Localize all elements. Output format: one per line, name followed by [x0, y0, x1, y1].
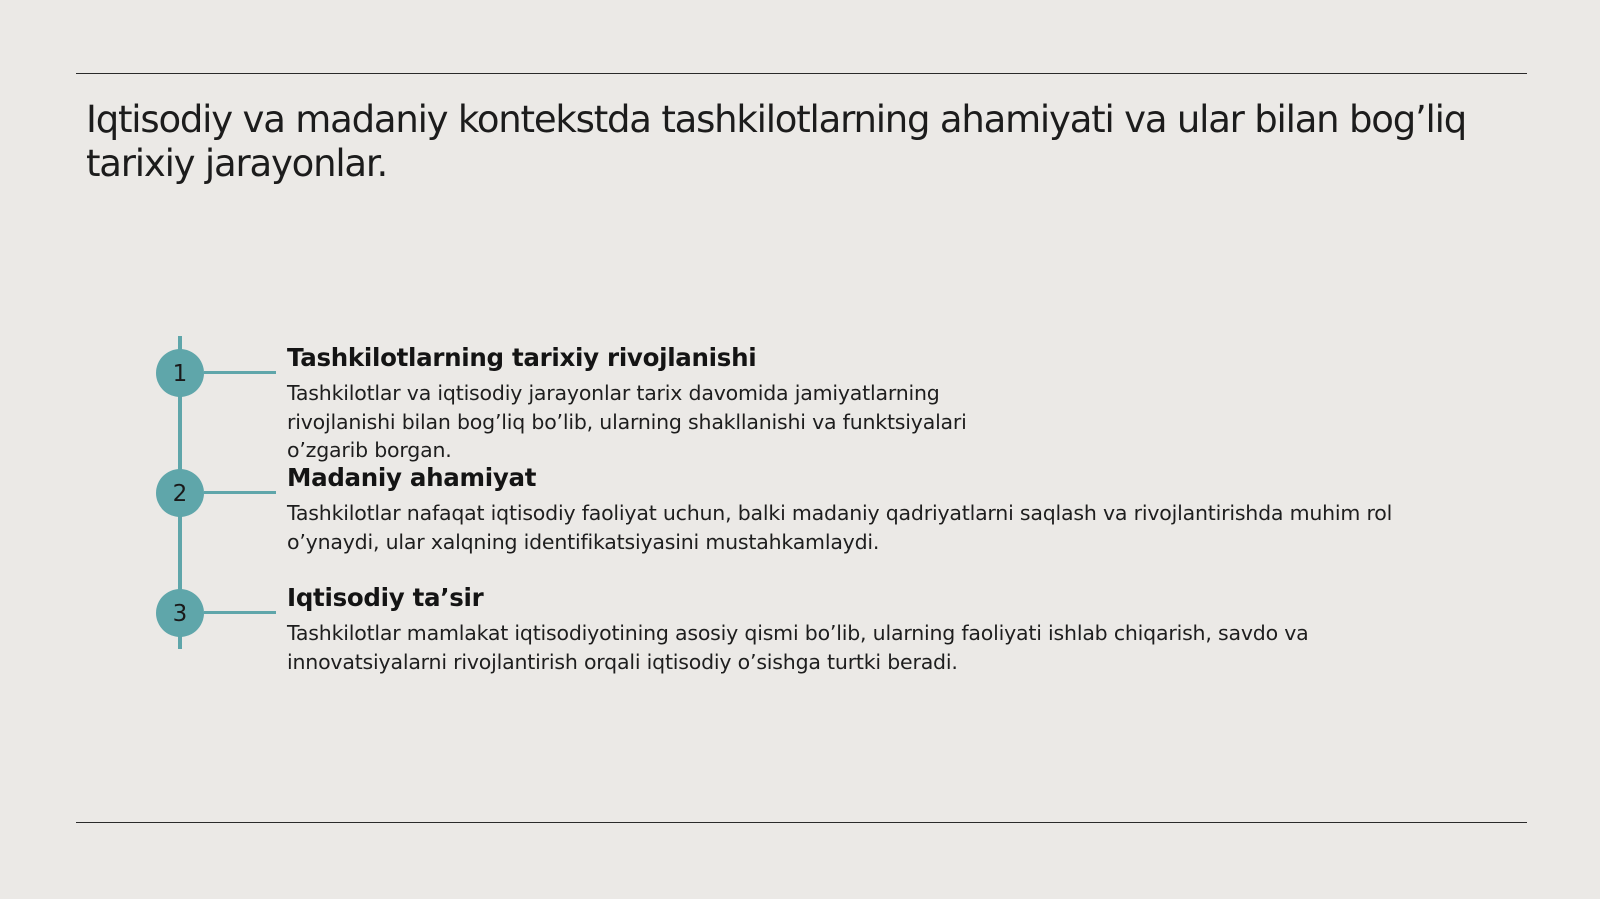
step-description: Tashkilotlar nafaqat iqtisodiy faoliyat uchun, balki madaniy qadriyatlarni saqlash va rivojlantirishda muhim rol o’ynaydi, ular xalqning identifikatsiyasini mustahkamlaydi. [287, 501, 1393, 554]
step-heading: Iqtisodiy ta’sir [287, 583, 484, 612]
step-number-badge: 1 [156, 349, 204, 397]
slide-title: Iqtisodiy va madaniy kontekstda tashkilotlarning ahamiyati va ular bilan bog’liq tarixiy jarayonlar. [86, 98, 1466, 185]
step-number-badge: 2 [156, 469, 204, 517]
step-heading: Madaniy ahamiyat [287, 463, 537, 492]
step-connector [204, 611, 276, 614]
top-divider [76, 73, 1527, 74]
step-description: Tashkilotlar mamlakat iqtisodiyotining asosiy qismi bo’lib, ularning faoliyati ishlab chiqarish, savdo va innovatsiyalarni rivojlantirish orqali iqtisodiy o’sishga turtki beradi. [287, 621, 1309, 674]
step-connector [204, 491, 276, 494]
bottom-divider [76, 822, 1527, 823]
step-heading: Tashkilotlarning tarixiy rivojlanishi [287, 343, 757, 372]
step-number-badge: 3 [156, 589, 204, 637]
step-description: Tashkilotlar va iqtisodiy jarayonlar tarix davomida jamiyatlarning rivojlanishi bilan bog’liq bo’lib, ularning shakllanishi va funktsiyalari o’zgarib borgan. [287, 381, 967, 462]
step-connector [204, 371, 276, 374]
